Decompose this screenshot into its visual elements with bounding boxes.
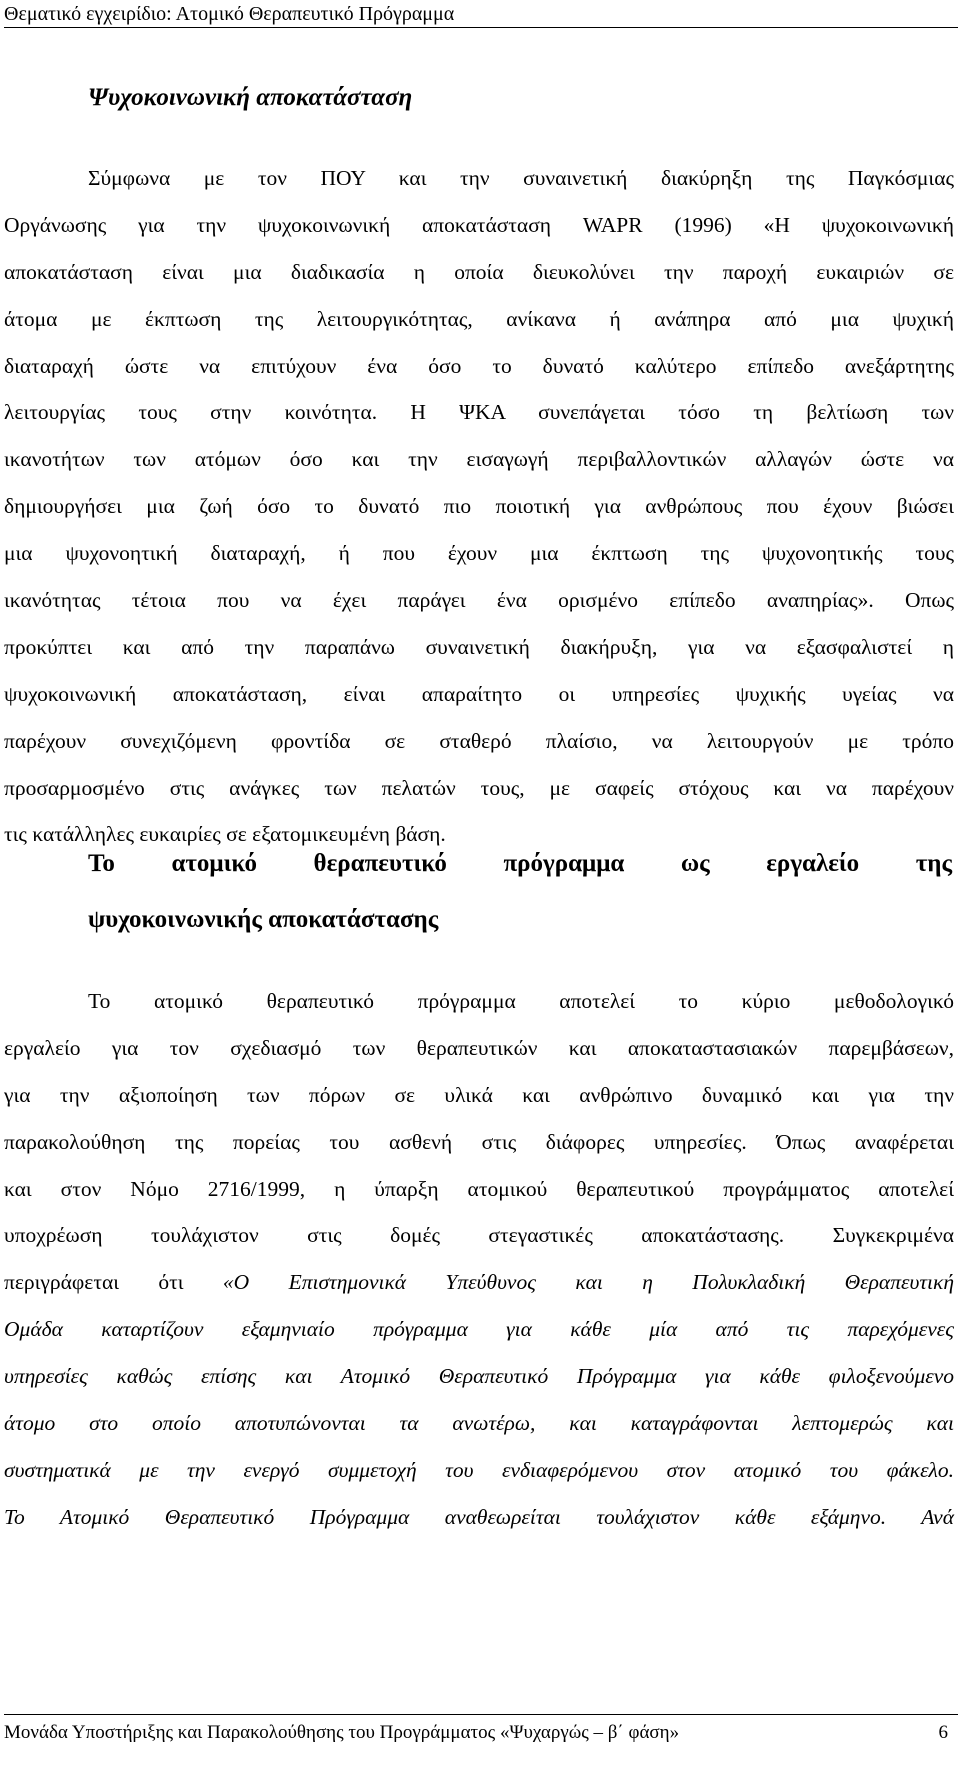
section-heading-individual-program <box>88 836 952 948</box>
normal-text: περιγράφεται ότι <box>4 1270 223 1295</box>
italic-quote-line: Το Ατομικό Θεραπευτικό Πρόγραμμα αναθεωρείται τουλάχιστον κάθε εξάμηνο. Ανά <box>4 1504 954 1529</box>
paragraph-line: παρακολούθηση της πορείας του ασθενή στις διάφορες υπηρεσίες. Όπως αναφέρεται <box>4 1129 954 1154</box>
footer-rule <box>4 1714 958 1715</box>
paragraph-line: μια ψυχονοητική διαταραχή, ή που έχουν μια έκπτωση της ψυχονοητικής τους <box>4 541 954 566</box>
heading-line: Το ατομικό θεραπευτικό πρόγραμμα ως εργαλείο της <box>88 850 952 877</box>
paragraph-line: δημιουργήσει μια ζωή όσο το δυνατό πιο ποιοτική για ανθρώπους που έχουν βιώσει <box>4 494 954 519</box>
paragraph-line: τις κατάλληλες ευκαιρίες σε εξατομικευμένη βάση. <box>4 822 446 847</box>
paragraph-line: προσαρμοσμένο στις ανάγκες των πελατών τους, με σαφείς στόχους και να παρέχουν <box>4 775 954 800</box>
paragraph-line: παρέχουν συνεχιζόμενη φροντίδα σε σταθερό πλαίσιο, να λειτουργούν με τρόπο <box>4 728 954 753</box>
page-footer <box>4 1720 954 1746</box>
section1-body <box>4 155 954 858</box>
italic-quote-line: Ομάδα καταρτίζουν εξαμηνιαίο πρόγραμμα για κάθε μία από τις παρεχόμενες <box>4 1317 954 1342</box>
italic-quote-text: «Ο Επιστημονικά Υπεύθυνος και η Πολυκλαδική Θεραπευτική <box>222 1270 954 1295</box>
section-heading-psychosocial-rehabilitation: Ψυχοκοινωνική αποκατάσταση <box>88 84 413 111</box>
italic-quote-line: συστηματικά με την ενεργό συμμετοχή του ενδιαφερόμενου στον ατομικό του φάκελο. <box>4 1457 954 1482</box>
paragraph-line: εργαλείο για τον σχεδιασμό των θεραπευτικών και αποκαταστασιακών παρεμβάσεων, <box>4 1035 954 1060</box>
paragraph-line: προκύπτει και από την παραπάνω συναινετική διακήρυξη, για να εξασφαλιστεί η <box>4 634 954 659</box>
running-header: Θεματικό εγχειρίδιο: Ατομικό Θεραπευτικό Πρόγραμμα <box>4 3 455 25</box>
paragraph-line: ικανοτήτων των ατόμων όσο και την εισαγωγή περιβαλλοντικών αλλαγών ώστε να <box>4 447 954 472</box>
paragraph-line: Οργάνωσης για την ψυχοκοινωνική αποκατάσταση WAPR (1996) «Η ψυχοκοινωνική <box>4 212 954 237</box>
heading-line: ψυχοκοινωνικής αποκατάστασης <box>88 906 439 933</box>
paragraph-line: υποχρέωση τουλάχιστον στις δομές στεγαστικές αποκατάστασης. Συγκεκριμένα <box>4 1223 954 1248</box>
paragraph-line: άτομα με έκπτωση της λειτουργικότητας, ανίκανα ή ανάπηρα από μια ψυχική <box>4 306 954 331</box>
paragraph-line: ψυχοκοινωνική αποκατάσταση, είναι απαραίτητο οι υπηρεσίες ψυχικής υγείας να <box>4 681 954 706</box>
paragraph-line: αποκατάσταση είναι μια διαδικασία η οποία διευκολύνει την παροχή ευκαιριών σε <box>4 259 954 284</box>
paragraph-line: λειτουργίας τους στην κοινότητα. Η ΨΚΑ συνεπάγεται τόσο τη βελτίωση των <box>4 400 954 425</box>
paragraph-line: διαταραχή ώστε να επιτύχουν ένα όσο το δυνατό καλύτερο επίπεδο ανεξάρτητης <box>4 353 954 378</box>
paragraph-line: ικανότητας τέτοια που να έχει παράγει ένα ορισμένο επίπεδο αναπηρίας». Οπως <box>4 588 954 613</box>
footer-text: Μονάδα Υποστήριξης και Παρακολούθησης του Προγράμματος «Ψυχαργώς – β΄ φάση» <box>4 1722 680 1743</box>
section2-body <box>4 978 954 1541</box>
paragraph-line: Σύμφωνα με τον ΠΟΥ και την συναινετική διακύρηξη της Παγκόσμιας <box>88 166 954 190</box>
italic-quote-line: άτομο στο οποίο αποτυπώνονται τα ανωτέρω, και καταγράφονται λεπτομερώς και <box>4 1411 954 1436</box>
paragraph-line: για την αξιοποίηση των πόρων σε υλικά και ανθρώπινο δυναμικό και για την <box>4 1082 954 1107</box>
page-number: 6 <box>938 1722 948 1743</box>
italic-quote-line: υπηρεσίες καθώς επίσης και Ατομικό Θεραπευτικό Πρόγραμμα για κάθε φιλοξενούμενο <box>4 1364 954 1389</box>
paragraph-line: και στον Νόμο 2716/1999, η ύπαρξη ατομικού θεραπευτικού προγράμματος αποτελεί <box>4 1176 954 1201</box>
header-rule <box>4 27 958 28</box>
paragraph-line-mixed <box>4 1259 954 1306</box>
paragraph-line: Το ατομικό θεραπευτικό πρόγραμμα αποτελεί το κύριο μεθοδολογικό <box>88 989 954 1013</box>
